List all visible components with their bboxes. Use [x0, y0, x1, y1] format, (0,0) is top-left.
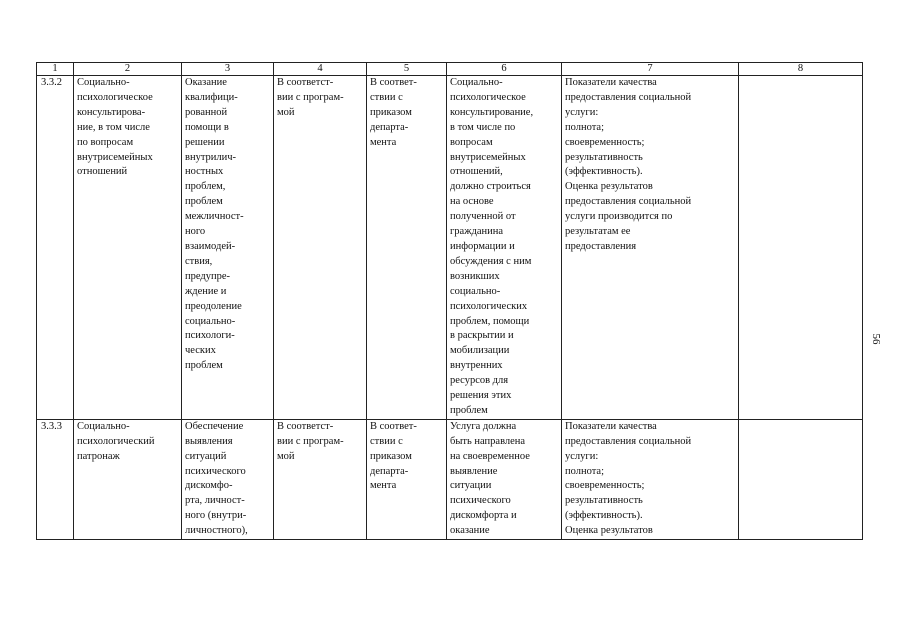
column-header-6: 6 — [447, 63, 562, 76]
table-row — [37, 76, 863, 420]
services-table — [36, 62, 863, 540]
column-header-7: 7 — [562, 63, 739, 76]
column-header-1: 1 — [37, 63, 74, 76]
service-note — [739, 76, 863, 420]
column-header-8: 8 — [739, 63, 863, 76]
column-header-3: 3 — [182, 63, 274, 76]
service-conditions: Социально- психологическое консультирование, в том числе по вопросам внутрисемейных отношений, должно строиться на основе полученной от гражданина информации и обсуждения с ним возникших социально- психологических проблем, помощи в раскрытии и мобилизации внутренних ресурсов для решения этих проблем — [447, 76, 562, 420]
service-basis: В соответ- ствии с приказом департа- мента — [367, 76, 447, 420]
column-header-5: 5 — [367, 63, 447, 76]
service-terms: В соответст- вии с програм- мой — [274, 76, 367, 420]
header-row — [37, 63, 863, 76]
service-terms: В соответст- вии с програм- мой — [274, 419, 367, 539]
service-name: Социально- психологическое консультирова- ние, в том числе по вопросам внутрисемейных отношений — [74, 76, 182, 420]
table-row — [37, 419, 863, 539]
service-quality-indicators: Показатели качества предоставления социальной услуги: полнота; своевременность; результативность (эффективность). Оценка результатов предоставления социальной услуги производится по результатам ее предоставления — [562, 76, 739, 420]
column-header-4: 4 — [274, 63, 367, 76]
service-note — [739, 419, 863, 539]
service-description: Оказание квалифици- рованной помощи в решении внутрилич- ностных проблем, проблем межличност- ного взаимодей- ствия, предупре- ждение и преодоление социально- психологи- ческих проблем — [182, 76, 274, 420]
service-conditions: Услуга должна быть направлена на своевременное выявление ситуации психического дискомфорта и оказание — [447, 419, 562, 539]
page-number: 56 — [870, 333, 882, 345]
service-name: Социально- психологический патронаж — [74, 419, 182, 539]
service-number: 3.3.2 — [37, 76, 74, 420]
service-basis: В соответ- ствии с приказом департа- мента — [367, 419, 447, 539]
service-number: 3.3.3 — [37, 419, 74, 539]
service-description: Обеспечение выявления ситуаций психического дискомфо- рта, личност- ного (внутри- личностного), — [182, 419, 274, 539]
service-quality-indicators: Показатели качества предоставления социальной услуги: полнота; своевременность; результативность (эффективность). Оценка результатов — [562, 419, 739, 539]
column-header-2: 2 — [74, 63, 182, 76]
